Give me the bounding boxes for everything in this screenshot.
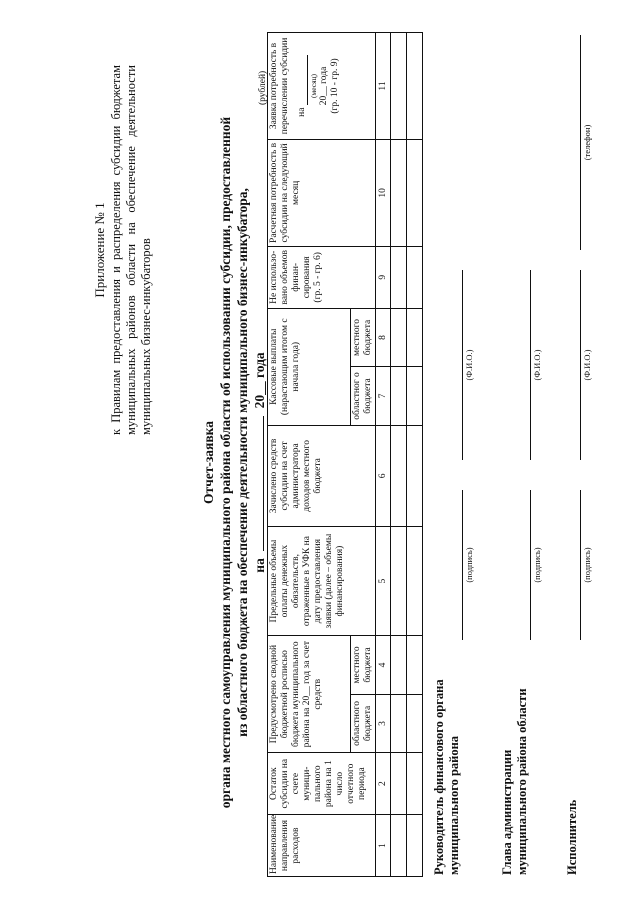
header-planned: Предусмотрено сводной бюджетной росписью бюджета муниципального района на 20__ год за счет средств [268, 636, 351, 753]
header-request-top: Заявка потребность в перечислении субсидии [269, 37, 290, 135]
executor-label: Исполнитель [565, 799, 579, 875]
table-header-row [268, 33, 351, 877]
header-name: Наименование направления расходов [268, 815, 376, 877]
appendix-number: Приложение № 1 [92, 202, 107, 298]
head-name-caption: (Ф.И.О.) [532, 349, 542, 381]
header-request-formula: (гр. 10 - гр. 9) [330, 58, 340, 114]
title-month-blank [251, 416, 264, 551]
header-request-on: на [297, 107, 307, 117]
title-line-3: из областного бюджета на обеспечение деятельности муниципального бизнес-инкубатора, [235, 188, 250, 737]
appendix-block [92, 65, 154, 435]
col-number: 4 [376, 636, 391, 695]
fin-name-caption: (Ф.И.О.) [464, 349, 474, 381]
header-payments: Кассовые выплаты (нарастающим итогом с начала года) [268, 308, 351, 425]
col-number: 9 [376, 246, 391, 308]
fin-signature-caption: (подпись) [464, 547, 474, 583]
title-line-2: органа местного самоуправления муниципального района области об использовании субсидии, предоставленной [218, 116, 233, 809]
head-signature-caption: (подпись) [532, 547, 542, 583]
subheader-local-pay: местного бюджета [351, 308, 376, 367]
col-number: 5 [376, 527, 391, 636]
report-title [200, 40, 268, 885]
currency-note: (рублей) [258, 70, 268, 105]
fin-signature-line [462, 490, 463, 640]
head-name-line [530, 270, 531, 460]
head-admin-label [500, 688, 530, 875]
col-number: 11 [376, 33, 391, 140]
subheader-regional: областного бюджета [351, 694, 376, 753]
col-number: 8 [376, 308, 391, 367]
fin-name-line [462, 270, 463, 460]
subheader-local: местного бюджета [351, 636, 376, 695]
col-number: 7 [376, 367, 391, 426]
executor-signature-caption: (подпись) [582, 547, 592, 583]
head-admin-line2: муниципального района области [515, 688, 529, 875]
fin-authority-line2: муниципального района [447, 735, 461, 875]
table-row [407, 33, 423, 877]
subheader-regional-pay: областног о бюджета [351, 367, 376, 426]
appendix-text: к Правилам предоставления и распределения субсидии бюджетам муниципальных районов области на обеспечение деятельности муниципальных бизнес-инкубаторов [109, 65, 153, 435]
title-on: на [252, 558, 267, 573]
header-limits: Предельные объемы оплаты денежных обязательств, отраженные в УФК на дату предоставления заявки (далее – объемы финансирования) [268, 527, 376, 636]
header-request-month: (месяц) [309, 73, 318, 99]
col-number: 2 [376, 753, 391, 815]
fin-authority-label [432, 679, 462, 875]
executor-name-caption: (Ф.И.О.) [582, 349, 592, 381]
header-balance: Остаток субсидии на счете муници-пального района на 1 число отчетного периода [268, 753, 376, 815]
executor-phone-line [580, 35, 581, 250]
header-unused: Не использо-вано объемов финан-сирования (гр. 5 - гр. 6) [268, 246, 376, 308]
report-table [267, 32, 423, 877]
header-request-period [297, 35, 319, 137]
fin-authority-line1: Руководитель финансового органа [432, 679, 446, 875]
col-number: 3 [376, 694, 391, 753]
header-credited: Зачислено средств субсидии на счет администратора доходов местного бюджета [268, 425, 376, 526]
title-line-4: на 20__ года [252, 352, 267, 573]
executor-phone-caption: (телефон) [582, 124, 592, 161]
title-year-prefix: 20 [252, 394, 267, 409]
col-number: 1 [376, 815, 391, 877]
table-row [391, 33, 407, 877]
executor-signature-line [580, 490, 581, 640]
col-number: 6 [376, 425, 391, 526]
header-request-year: 20__ года [319, 66, 329, 106]
title-line-1: Отчет-заявка [201, 421, 216, 504]
head-signature-line [530, 490, 531, 640]
title-year-suffix: года [252, 352, 267, 379]
table-column-numbers-row [376, 33, 391, 877]
header-request [268, 33, 376, 140]
header-estimated: Расчетная потребность в субсидии на следующий месяц [268, 139, 376, 246]
executor-name-line [580, 270, 581, 460]
header-request-month-blank [298, 55, 308, 105]
head-admin-line1: Глава администрации [500, 749, 514, 875]
col-number: 10 [376, 139, 391, 246]
